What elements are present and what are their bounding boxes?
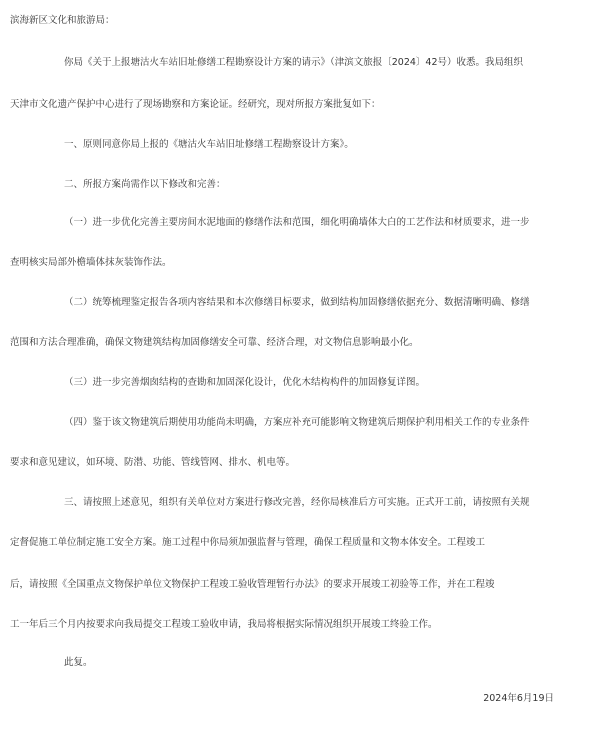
paragraph-7-line-1: （四）鉴于该文物建筑后期使用功能尚未明确，方案应补充可能影响文物建筑后期保护利用相关工作的专业条件 <box>64 417 530 428</box>
paragraph-4-line-2: 查明核实局部外檐墙体抹灰装饰作法。 <box>10 257 172 268</box>
paragraph-3: 二、所报方案尚需作以下修改和完善： <box>64 179 226 190</box>
paragraph-2: 一、原则同意你局上报的《塘沽火车站旧址修缮工程勘察设计方案》。 <box>64 139 354 150</box>
paragraph-4-line-1: （一）进一步优化完善主要房间水泥地面的修缮作法和范围，细化明确墙体大白的工艺作法和材质要求，进一步 <box>64 217 530 228</box>
paragraph-6: （三）进一步完善烟囱结构的查勘和加固深化设计，优化木结构构件的加固修复详图。 <box>64 377 426 388</box>
paragraph-1-line-1: 你局《关于上报塘沽火车站旧址修缮工程勘察设计方案的请示》（津滨文旅报〔2024〕42号）收悉。我局组织 <box>64 57 524 68</box>
paragraph-8-line-3: 后，请按照《全国重点文物保护单位文物保护工程竣工验收管理暂行办法》的要求开展竣工初验等工作，并在工程竣 <box>10 579 495 590</box>
paragraph-5-line-1: （二）统筹梳理鉴定报告各项内容结果和本次修缮目标要求，做到结构加固修缮依据充分、数据清晰明确、修缮 <box>64 297 530 308</box>
closing-text: 此复。 <box>64 657 93 668</box>
paragraph-8-line-2: 定督促施工单位制定施工安全方案。施工过程中你局须加强监督与管理，确保工程质量和文物本体安全。工程竣工 <box>10 537 486 548</box>
paragraph-8-line-4: 工一年后三个月内按要求向我局提交工程竣工验收申请，我局将根据实际情况组织开展竣工终验工作。 <box>10 619 438 630</box>
paragraph-1-line-2: 天津市文化遗产保护中心进行了现场勘察和方案论证。经研究，现对所报方案批复如下： <box>10 99 381 110</box>
paragraph-8-line-1: 三、请按照上述意见，组织有关单位对方案进行修改完善，经你局核准后方可实施。正式开工前，请按照有关规 <box>64 497 530 508</box>
paragraph-7-line-2: 要求和意见建议，如环境、防潜、功能、管线管网、排水、机电等。 <box>10 457 296 468</box>
document-date: 2024年6月19日 <box>483 693 554 704</box>
salutation: 滨海新区文化和旅游局： <box>10 15 115 26</box>
paragraph-5-line-2: 范围和方法合理准确，确保文物建筑结构加固修缮安全可靠、经济合理，对文物信息影响最小化。 <box>10 337 419 348</box>
